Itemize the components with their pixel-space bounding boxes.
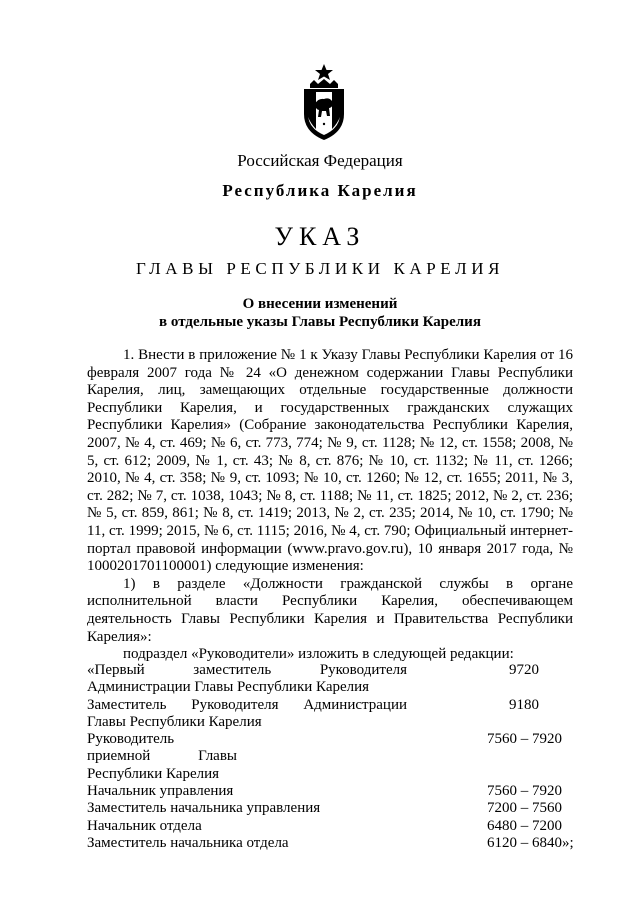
position-cell: Заместитель начальника отдела bbox=[87, 834, 289, 851]
position-cell: Руководитель приемной Главы Республики Карелия bbox=[87, 731, 237, 782]
table-row bbox=[87, 818, 573, 835]
salary-cell: 6480 – 7200 bbox=[487, 817, 562, 834]
table-row bbox=[87, 662, 573, 697]
table-row bbox=[87, 731, 573, 783]
salary-cell: 7560 – 7920 bbox=[487, 783, 562, 800]
position-cell: «Первый заместитель Руководителя Администрации Главы Республики Карелия bbox=[87, 662, 407, 696]
paragraph-subsection: подраздел «Руководители» изложить в следующей редакции: bbox=[123, 646, 514, 663]
document-title-line2: в отдельные указы Главы Республики Карелия bbox=[159, 314, 481, 330]
paragraph-section: 1) в разделе «Должности гражданской службы в органе исполнительной власти Республики Карелия, обеспечивающем деятельность Главы Республики Карелия и Правительства Республики Карелия»: bbox=[87, 575, 573, 645]
table-row bbox=[87, 783, 573, 800]
federation-label: Российская Федерация bbox=[237, 151, 403, 170]
position-cell: Заместитель Руководителя Администрации Главы Республики Карелия bbox=[87, 696, 407, 730]
paragraph-amendment: 1. Внести в приложение № 1 к Указу Главы Республики Карелия от 16 февраля 2007 года № 24 «О денежном содержании Главы Республики Карелия, лиц, замещающих отдельные государственные должности Республики Карелия, и государственных гражданских служащих Республики Карелия» (Собрание законодательства Республики Карелия, 2007, № 4, ст. 469; № 6, ст. 773, 774; № 9, ст. 1128; № 12, ст. 1558; 2008, № 5, ст. 612; 2009, № 1, ст. 43; № 8, ст. 876; № 10, ст. 1132; № 11, ст. 1266; 2010, № 4, ст. 358; № 9, ст. 1093; № 10, ст. 1260; № 12, ст. 1655; 2011, № 3, ст. 282; № 7, ст. 1038, 1043; № 8, ст. 1188; № 11, ст. 1825; 2012, № 2, ст. 236; № 5, ст. 859, 861; № 8, ст. 1419; 2013, № 2, ст. 235; 2014, № 10, ст. 1790; № 11, ст. 1999; 2015, № 6, ст. 1115; 2016, № 4, ст. 790; Официальный интернет-портал правовой информации (www.pravo.gov.ru), 10 января 2017 года, № 1000201701100001) следующие изменения: bbox=[87, 347, 573, 575]
position-cell: Заместитель начальника управления bbox=[87, 800, 321, 817]
salary-cell: 7200 – 7560 bbox=[487, 800, 562, 817]
head-label: ГЛАВЫ РЕСПУБЛИКИ КАРЕЛИЯ bbox=[135, 259, 505, 278]
table-row bbox=[87, 697, 573, 732]
salary-cell: 7560 – 7920 bbox=[487, 731, 562, 748]
position-cell: Начальник отдела bbox=[87, 817, 202, 834]
decree-label: УКАЗ bbox=[274, 222, 366, 251]
table-row bbox=[87, 835, 573, 852]
salary-table bbox=[87, 662, 573, 852]
salary-cell: 9180 bbox=[509, 696, 539, 713]
karelia-coat-of-arms-icon bbox=[296, 62, 352, 142]
table-row bbox=[87, 800, 573, 817]
document-body bbox=[87, 347, 573, 664]
document-title-line1: О внесении изменений bbox=[242, 296, 398, 312]
salary-cell: 6120 – 6840»; bbox=[487, 834, 574, 851]
salary-cell: 9720 bbox=[509, 662, 539, 678]
republic-label: Республика Карелия bbox=[222, 181, 418, 200]
position-cell: Начальник управления bbox=[87, 783, 234, 800]
